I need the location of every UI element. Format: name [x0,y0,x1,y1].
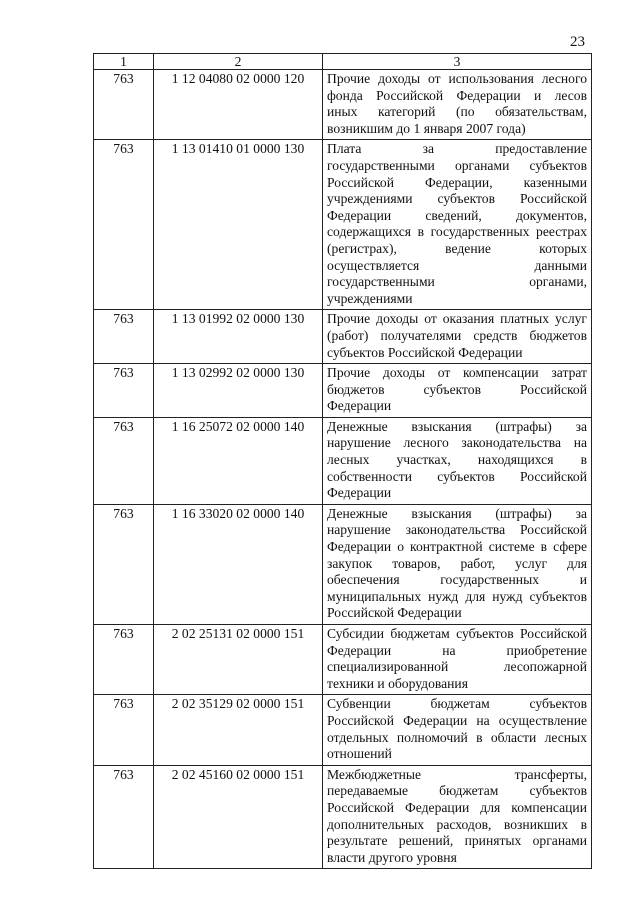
description-line: государственными органами, [327,274,587,290]
table-row [94,765,592,869]
description-line: возникшим до 1 января 2007 года) [327,120,526,136]
revenue-code-cell: 1 16 33020 02 0000 140 [154,504,323,624]
description-line: власти другого уровня [327,849,457,865]
description-line: субъектов Российской Федерации [327,344,523,360]
description-line: Денежные взыскания (штрафы) за [327,418,587,434]
table-row [94,310,592,364]
description-line: специализированной лесопожарной [327,659,587,675]
description-line: осуществляется данными [327,257,587,273]
description-line: нарушение законодательства Российской [327,522,587,538]
description-line: фонда Российской Федерации и лесов [327,87,587,103]
description-line: (регистрах), ведение которых [327,240,587,256]
description-line: отдельных полномочий в области лесных [327,729,587,745]
description-line: Субсидии бюджетам субъектов Российской [327,626,587,641]
revenue-code-cell: 2 02 45160 02 0000 151 [154,765,323,869]
revenue-description-cell [323,140,592,310]
column-header-2: 2 [154,54,323,70]
revenue-description-cell [323,695,592,765]
description-line: учреждениями [327,290,413,306]
description-line: Федерации о контрактной системе в сфере [327,539,587,555]
description-line: иных категорий (по обязательствам, [327,104,587,120]
revenue-codes-table [93,53,592,869]
description-line: учреждениями субъектов Российской [327,191,587,207]
table-row [94,140,592,310]
admin-code-cell: 763 [94,310,154,364]
table-row [94,625,592,695]
description-line: Российской Федерации на осуществление [327,712,587,728]
table-row [94,364,592,418]
description-line: Российской Федерации для компенсации [327,799,587,815]
table-row [94,504,592,624]
revenue-description-cell [323,504,592,624]
description-line: отношений [327,746,392,762]
description-line: техники и оборудования [327,675,468,691]
revenue-description-cell [323,417,592,504]
description-line: собственности субъектов Российской [327,468,587,484]
revenue-code-cell: 1 13 01992 02 0000 130 [154,310,323,364]
revenue-code-cell: 1 13 01410 01 0000 130 [154,140,323,310]
column-header-3: 3 [323,54,592,70]
table-row [94,695,592,765]
admin-code-cell: 763 [94,70,154,140]
revenue-code-cell: 1 13 02992 02 0000 130 [154,364,323,418]
revenue-code-cell: 2 02 25131 02 0000 151 [154,625,323,695]
revenue-description-cell [323,364,592,418]
description-line: Федерации на приобретение [327,642,587,658]
description-line: Российской Федерации, казенными [327,174,587,190]
revenue-code-cell: 1 12 04080 02 0000 120 [154,70,323,140]
admin-code-cell: 763 [94,765,154,869]
description-line: Прочие доходы от оказания платных услуг [327,311,587,327]
revenue-description-cell [323,310,592,364]
description-line: муниципальных нужд для нужд субъектов [327,588,587,604]
description-line: закупок товаров, работ, услуг для [327,555,587,571]
description-line: передаваемые бюджетам субъектов [327,783,587,799]
column-header-1: 1 [94,54,154,70]
description-line: дополнительных расходов, возникших в [327,816,587,832]
description-line: Плата за предоставление [327,141,587,157]
description-line: Российской Федерации [327,605,462,621]
admin-code-cell: 763 [94,695,154,765]
description-line: Денежные взыскания (штрафы) за [327,505,587,521]
description-line: Субвенции бюджетам субъектов [327,696,587,712]
admin-code-cell: 763 [94,504,154,624]
description-line: Прочие доходы от использования лесного [327,71,587,86]
description-line: бюджетов субъектов Российской [327,381,587,397]
admin-code-cell: 763 [94,417,154,504]
table-row [94,70,592,140]
admin-code-cell: 763 [94,140,154,310]
revenue-description-cell [323,765,592,869]
description-line: Федерации [327,398,392,414]
description-line: нарушение лесного законодательства на [327,435,587,451]
description-line: государственными органами субъектов [327,157,587,173]
revenue-code-cell: 2 02 35129 02 0000 151 [154,695,323,765]
admin-code-cell: 763 [94,625,154,695]
description-line: Федерации [327,485,392,501]
page-number: 23 [570,34,585,50]
description-line: обеспечения государственных и [327,572,587,588]
description-line: Прочие доходы от компенсации затрат [327,365,587,381]
description-line: результате решений, принятых органами [327,833,587,849]
admin-code-cell: 763 [94,364,154,418]
description-line: Межбюджетные трансферты, [327,766,587,782]
description-line: лесных участках, находящихся в [327,452,587,468]
description-line: (работ) получателями средств бюджетов [327,327,587,343]
revenue-description-cell [323,70,592,140]
table-header-row [94,54,592,70]
table-row [94,417,592,504]
revenue-description-cell [323,625,592,695]
revenue-code-cell: 1 16 25072 02 0000 140 [154,417,323,504]
description-line: Федерации сведений, документов, [327,207,587,223]
description-line: содержащихся в государственных реестрах [327,224,587,240]
